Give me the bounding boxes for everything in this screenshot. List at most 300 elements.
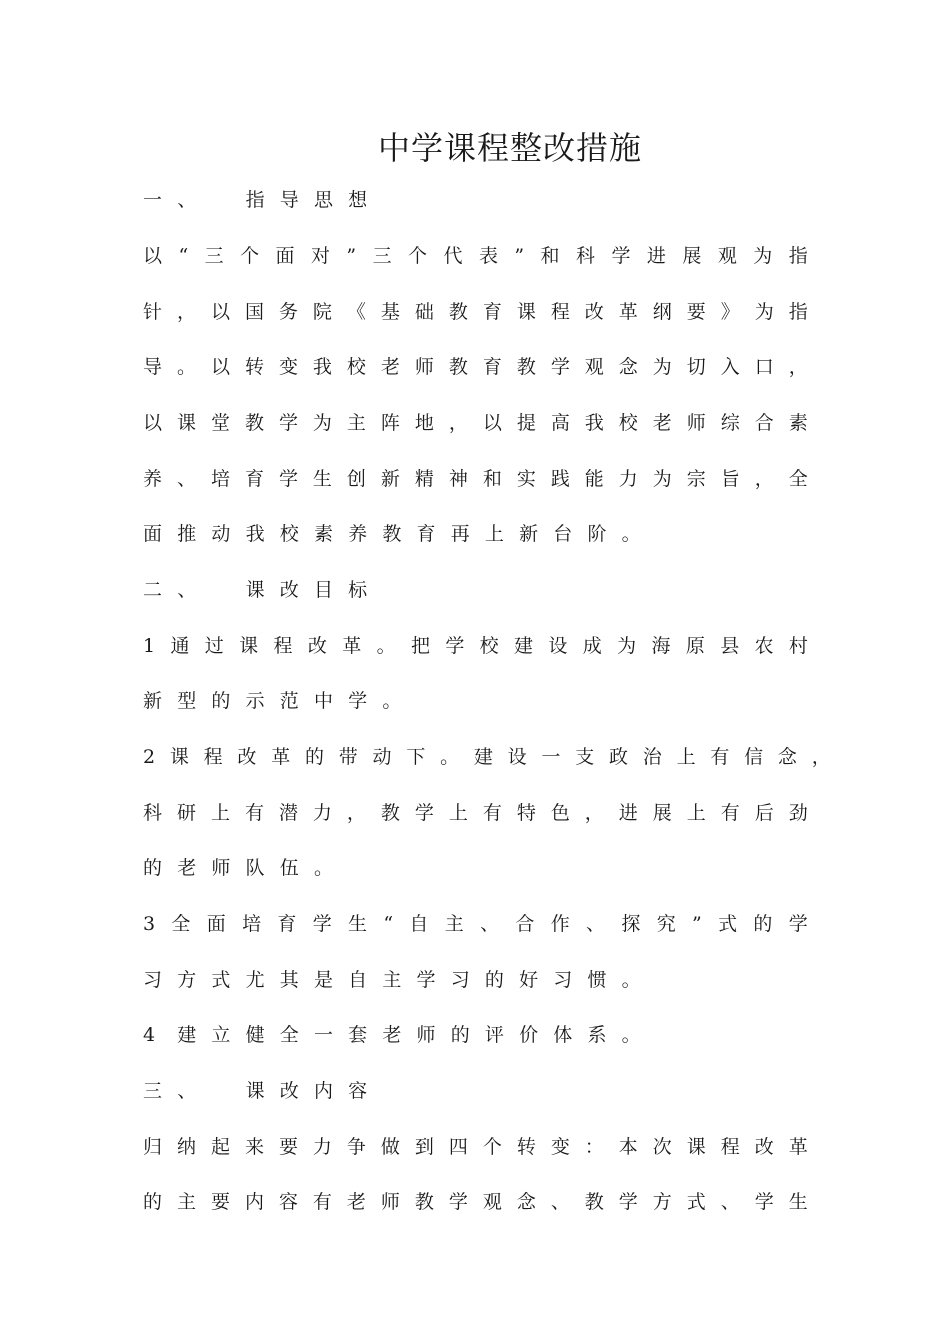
text-glyph: 科 [143,802,163,824]
text-glyph: 程 [720,1136,740,1158]
text-glyph: 有 [482,802,502,824]
text-glyph: 内 [313,1080,333,1102]
text-glyph: 起 [210,1136,230,1158]
text-glyph: 。 [313,857,333,879]
text-glyph: 套 [348,1024,368,1046]
text-glyph: 创 [346,468,366,490]
text-glyph: 信 [744,746,764,768]
text-glyph: ， [176,301,196,323]
text-glyph: 个 [240,245,260,267]
text-glyph: 其 [279,969,299,991]
text-glyph: 治 [642,746,662,768]
text-glyph: 次 [652,1136,672,1158]
text-glyph: 台 [553,523,573,545]
text-glyph: 新 [143,690,163,712]
text-glyph: 自 [409,913,429,935]
text-glyph: 课 [245,1080,265,1102]
text-glyph: 做 [380,1136,400,1158]
text-glyph: 革 [342,635,362,657]
text-glyph: 原 [685,635,705,657]
text-glyph: 以 [143,412,163,434]
text-glyph: 方 [177,969,197,991]
text-glyph: 师 [416,1024,436,1046]
text-glyph: 主 [382,969,402,991]
text-glyph: 力 [312,802,332,824]
text-glyph: 村 [788,635,808,657]
text-glyph: 观 [482,1191,502,1213]
text-glyph [211,186,245,214]
text-glyph: 2 [143,746,156,768]
text-glyph: 宗 [686,468,706,490]
text-glyph: 老 [346,1191,366,1213]
text-glyph: 过 [204,635,224,657]
text-glyph: 把 [410,635,430,657]
paragraph-line [143,465,808,493]
text-glyph: 观 [717,245,737,267]
text-glyph: 通 [170,635,190,657]
text-glyph: 设 [507,746,527,768]
text-glyph: 系 [587,1024,607,1046]
text-glyph: 健 [245,1024,265,1046]
text-glyph: 个 [482,1136,502,1158]
text-glyph: 的 [211,690,231,712]
text-glyph: 建 [177,1024,197,1046]
text-glyph: 新 [519,523,539,545]
paragraph-line [143,854,348,882]
text-glyph: 有 [720,802,740,824]
text-glyph: 科 [576,245,596,267]
text-glyph: 。 [621,523,641,545]
text-glyph: 教 [448,301,468,323]
text-glyph: 教 [414,1191,434,1213]
text-glyph: 教 [380,802,400,824]
text-glyph: 学 [445,635,465,657]
text-glyph: ： [584,1136,604,1158]
text-glyph: 立 [211,1024,231,1046]
text-glyph: 。 [176,356,196,378]
text-glyph: 转 [244,356,264,378]
heading-line [143,576,382,604]
text-glyph: 本 [618,1136,638,1158]
text-glyph: 学 [448,1191,468,1213]
paragraph-line [143,799,808,827]
text-glyph: ” [514,245,525,267]
text-glyph: 要 [278,1136,298,1158]
text-glyph: 特 [516,802,536,824]
text-glyph: 上 [676,746,696,768]
text-glyph: 色 [550,802,570,824]
text-glyph: 学 [550,356,570,378]
text-glyph: 主 [444,913,464,935]
text-glyph: 教 [382,523,402,545]
text-glyph: 针 [143,301,163,323]
text-glyph: 农 [754,635,774,657]
text-glyph: 和 [482,468,502,490]
text-glyph: 习 [450,969,470,991]
text-glyph: 观 [584,356,604,378]
text-glyph: 的 [143,857,163,879]
text-glyph: 育 [416,523,436,545]
paragraph-line [143,1188,808,1216]
text-glyph: 全 [788,468,808,490]
text-glyph: 课 [239,635,259,657]
text-glyph: 。 [440,746,460,768]
text-glyph: ， [346,802,366,824]
paragraph-line [143,966,656,994]
text-glyph: 地 [414,412,434,434]
text-glyph: 校 [479,635,499,657]
text-glyph: 院 [312,301,332,323]
text-glyph: 争 [346,1136,366,1158]
text-glyph: 作 [550,913,570,935]
text-glyph: 程 [550,301,570,323]
text-glyph: 的 [484,969,504,991]
text-glyph: 习 [143,969,163,991]
paragraph-line [143,910,808,938]
text-glyph: 提 [516,412,536,434]
text-glyph: 素 [788,412,808,434]
text-glyph: 1 [143,635,156,657]
text-glyph: 面 [206,913,226,935]
text-glyph: 我 [584,412,604,434]
text-glyph: 素 [313,523,333,545]
text-glyph: 展 [652,802,672,824]
text-glyph: 县 [720,635,740,657]
text-glyph: 。 [376,635,396,657]
text-glyph: 成 [582,635,602,657]
text-glyph: 好 [519,969,539,991]
text-glyph: 容 [348,1080,368,1102]
text-glyph: 程 [203,746,223,768]
heading-line [143,186,382,214]
text-glyph: 校 [346,356,366,378]
text-glyph: 课 [516,301,536,323]
text-glyph: 旨 [720,468,740,490]
text-glyph: 全 [279,1024,299,1046]
text-glyph: ， [788,356,808,378]
text-glyph: 归 [143,1136,163,1158]
text-glyph: 学 [754,1191,774,1213]
text-glyph: 堂 [210,412,230,434]
text-glyph: 革 [788,1136,808,1158]
text-glyph: 表 [478,245,498,267]
text-glyph: 进 [618,802,638,824]
text-glyph: 校 [618,412,638,434]
text-glyph: 课 [686,1136,706,1158]
text-glyph: 有 [312,1191,332,1213]
text-glyph: 践 [550,468,570,490]
text-glyph: 、 [177,579,197,601]
text-glyph: 导 [143,356,163,378]
text-glyph: 全 [171,913,191,935]
text-glyph: 改 [754,1136,774,1158]
text-glyph: ” [692,913,702,935]
paragraph-line [143,743,831,771]
text-glyph: 以 [210,301,230,323]
text-glyph: 式 [686,1191,706,1213]
text-glyph: 支 [575,746,595,768]
text-glyph: 养 [348,523,368,545]
text-glyph: 面 [143,523,163,545]
text-glyph: 二 [143,579,163,601]
text-glyph: 的 [753,913,773,935]
text-glyph: 阵 [380,412,400,434]
text-glyph: 念 [618,356,638,378]
text-glyph: 念 [777,746,797,768]
text-glyph: 对 [310,245,330,267]
paragraph-line [143,687,417,715]
text-glyph: 的 [304,746,324,768]
page-title: 中学课程整改措施 [377,129,642,167]
text-glyph: 精 [414,468,434,490]
text-glyph: 《 [346,301,366,323]
text-glyph: 以 [482,412,502,434]
text-glyph: 三 [204,245,224,267]
paragraph-line [143,1133,808,1161]
text-glyph: 育 [482,356,502,378]
text-glyph: 教 [244,412,264,434]
text-glyph: 要 [686,301,706,323]
text-glyph: 国 [244,301,264,323]
text-glyph: 学 [312,913,332,935]
text-glyph: 学 [618,1191,638,1213]
text-glyph: 实 [516,468,536,490]
text-glyph: 我 [312,356,332,378]
text-glyph: 课 [245,579,265,601]
text-glyph: 务 [278,301,298,323]
text-glyph: 上 [210,802,230,824]
paragraph-line [143,242,808,270]
text-glyph: 养 [143,468,163,490]
text-glyph: 纳 [176,1136,196,1158]
text-glyph: 老 [177,857,197,879]
text-glyph: 代 [443,245,463,267]
text-glyph: 教 [584,1191,604,1213]
text-glyph: 为 [652,356,672,378]
text-glyph: 》 [720,301,740,323]
text-glyph: “ [383,913,394,935]
text-glyph: 教 [448,356,468,378]
text-glyph: ， [448,412,468,434]
text-glyph [211,1077,245,1105]
text-glyph: 。 [621,969,641,991]
text-glyph: 动 [372,746,392,768]
text-glyph: 上 [686,802,706,824]
text-glyph: 、 [550,1191,570,1213]
text-glyph: 课 [176,412,196,434]
text-glyph: 合 [515,913,535,935]
text-glyph: 以 [143,245,163,267]
text-glyph: 神 [448,468,468,490]
text-glyph: 动 [211,523,231,545]
text-glyph: 型 [177,690,197,712]
text-glyph: 一 [143,189,163,211]
text-glyph: 指 [788,301,808,323]
paragraph-line [143,353,808,381]
text-glyph: 入 [720,356,740,378]
text-glyph: 校 [279,523,299,545]
paragraph-line [143,298,808,326]
text-glyph: 为 [312,412,332,434]
text-glyph: 研 [176,802,196,824]
text-glyph: 评 [484,1024,504,1046]
text-glyph: 指 [245,189,265,211]
text-glyph: 体 [553,1024,573,1046]
text-glyph: 、 [177,189,197,211]
text-glyph: 4 [143,1024,156,1046]
text-glyph: 尤 [245,969,265,991]
text-glyph: 革 [618,301,638,323]
text-glyph: 一 [541,746,561,768]
text-glyph: 劲 [788,802,808,824]
text-glyph: 力 [312,1136,332,1158]
text-glyph: ” [346,245,357,267]
paragraph-line [143,1021,656,1049]
text-glyph: 要 [210,1191,230,1213]
text-glyph: 改 [279,579,299,601]
text-glyph: 力 [618,468,638,490]
text-glyph: 改 [279,1080,299,1102]
text-glyph: 后 [754,802,774,824]
text-glyph: 、 [720,1191,740,1213]
text-glyph: 个 [408,245,428,267]
text-glyph: 探 [621,913,641,935]
text-glyph: 程 [273,635,293,657]
text-glyph: 高 [550,412,570,434]
text-glyph: 老 [652,412,672,434]
text-glyph: 变 [550,1136,570,1158]
text-glyph: 想 [348,189,368,211]
text-glyph: 。 [382,690,402,712]
text-glyph: 老 [382,1024,402,1046]
text-glyph: 面 [275,245,295,267]
text-glyph: 容 [278,1191,298,1213]
paragraph-line [143,409,808,437]
text-glyph: 生 [312,468,332,490]
paragraph-line [143,520,656,548]
text-glyph: 指 [788,245,808,267]
paragraph-line [143,632,808,660]
text-glyph: 新 [380,468,400,490]
text-glyph: 中 [313,690,333,712]
text-glyph: 培 [242,913,262,935]
text-glyph: 教 [516,356,536,378]
text-glyph: 为 [753,245,773,267]
text-glyph: 学 [278,412,298,434]
text-glyph: 合 [754,412,774,434]
text-glyph: 海 [651,635,671,657]
text-glyph: 师 [686,412,706,434]
text-glyph: 惯 [587,969,607,991]
text-glyph: 课 [169,746,189,768]
text-glyph: 目 [313,579,333,601]
text-glyph: 来 [244,1136,264,1158]
text-glyph: 改 [584,301,604,323]
text-glyph: ， [584,802,604,824]
text-glyph: 标 [348,579,368,601]
text-glyph: 为 [652,468,672,490]
text-glyph: ， [754,468,774,490]
text-glyph: 以 [210,356,230,378]
text-glyph: 方 [652,1191,672,1213]
text-glyph: 、 [177,1080,197,1102]
text-glyph: 学 [348,690,368,712]
text-glyph: 到 [414,1136,434,1158]
text-glyph: 育 [482,301,502,323]
text-glyph: 老 [380,356,400,378]
text-glyph: 和 [540,245,560,267]
text-glyph: 我 [245,523,265,545]
text-glyph: 转 [516,1136,536,1158]
text-glyph: 学 [416,969,436,991]
text-glyph: 综 [720,412,740,434]
text-glyph: 革 [271,746,291,768]
text-glyph: 3 [143,913,156,935]
text-glyph: ， [811,746,831,768]
text-glyph: 念 [516,1191,536,1213]
heading-line [143,1077,382,1105]
text-glyph: 习 [553,969,573,991]
text-glyph: 政 [609,746,629,768]
text-glyph: 伍 [279,857,299,879]
text-glyph: 一 [313,1024,333,1046]
text-glyph: 带 [338,746,358,768]
text-glyph: 为 [754,301,774,323]
text-glyph: 、 [176,468,196,490]
text-glyph: 改 [237,746,257,768]
text-glyph: 改 [307,635,327,657]
text-glyph: 设 [548,635,568,657]
text-glyph: 育 [277,913,297,935]
text-glyph: 学 [611,245,631,267]
text-glyph: 学 [278,468,298,490]
text-glyph: 导 [279,189,299,211]
text-glyph: 究 [656,913,676,935]
text-glyph: 建 [514,635,534,657]
text-glyph: 有 [244,802,264,824]
text-glyph: 思 [313,189,333,211]
text-glyph: 师 [380,1191,400,1213]
text-glyph: 三 [372,245,392,267]
text-glyph: 上 [448,802,468,824]
text-glyph: 内 [244,1191,264,1213]
text-glyph: 自 [348,969,368,991]
text-glyph: 四 [448,1136,468,1158]
text-glyph: 口 [754,356,774,378]
text-glyph: 。 [621,1024,641,1046]
text-glyph: 下 [406,746,426,768]
text-glyph: 示 [245,690,265,712]
text-glyph: 是 [313,969,333,991]
text-glyph: 阶 [587,523,607,545]
text-glyph: 的 [143,1191,163,1213]
text-glyph: 推 [177,523,197,545]
text-glyph: 生 [348,913,368,935]
text-glyph: 变 [278,356,298,378]
text-glyph: 队 [245,857,265,879]
text-glyph: 的 [450,1024,470,1046]
text-glyph: 三 [143,1080,163,1102]
text-glyph: 进 [646,245,666,267]
text-glyph: 育 [244,468,264,490]
text-glyph: 师 [211,857,231,879]
text-glyph: 主 [346,412,366,434]
text-glyph: 础 [414,301,434,323]
text-glyph: 培 [210,468,230,490]
text-glyph: 再 [450,523,470,545]
text-glyph: 有 [710,746,730,768]
text-glyph: 学 [414,802,434,824]
